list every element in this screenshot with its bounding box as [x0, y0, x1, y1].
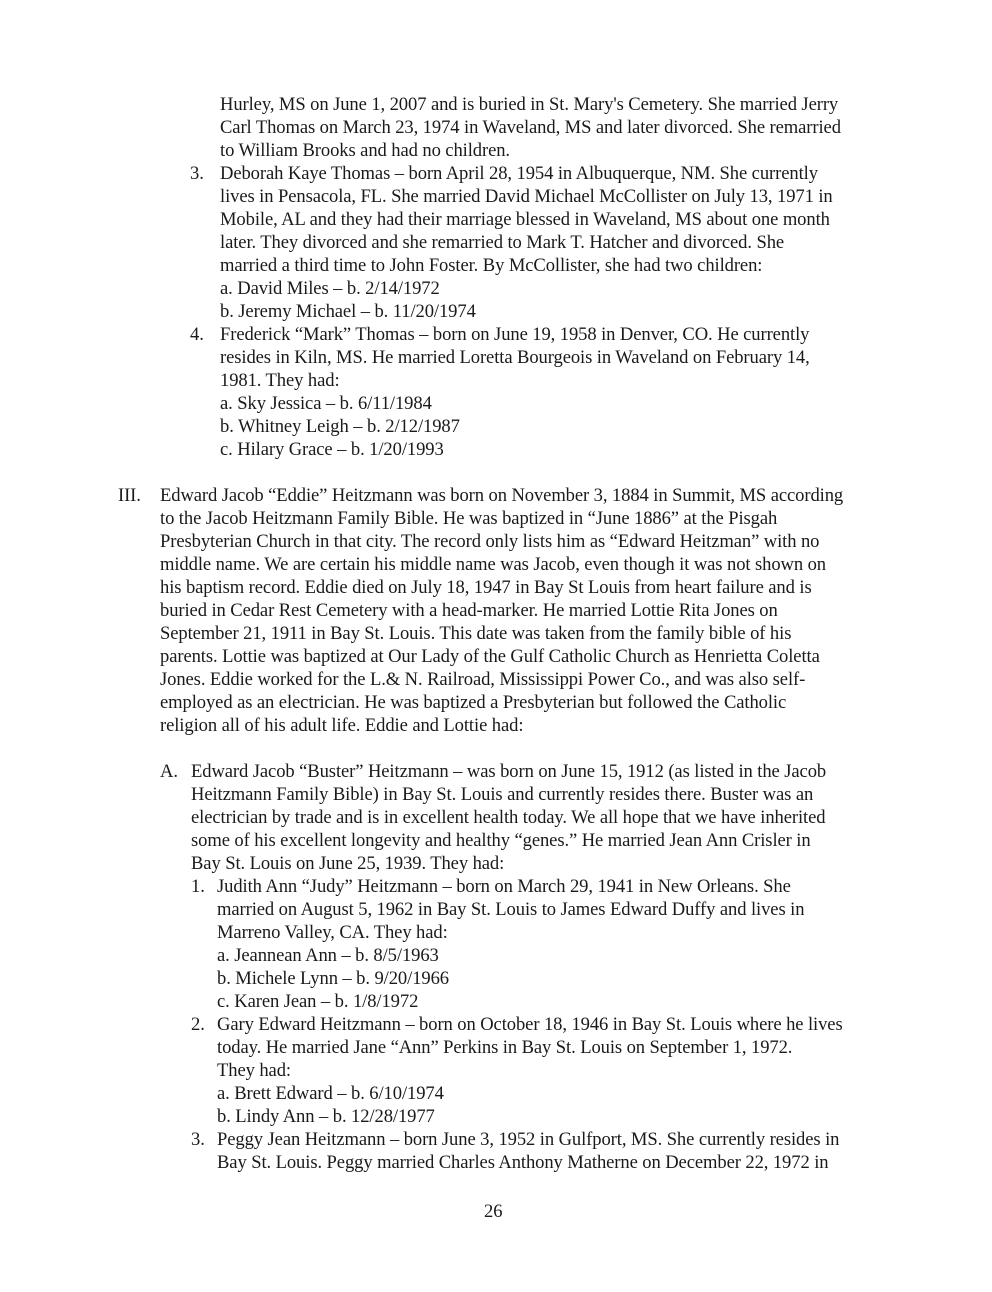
text-line: Edward Jacob “Buster” Heitzmann – was born on June 15, 1912 (as listed in the Jacob — [191, 761, 827, 782]
list-number: 3. — [191, 1129, 205, 1150]
list-number: 3. — [190, 163, 204, 184]
text-line: Heitzmann Family Bible) in Bay St. Louis and currently resides there. Buster was an — [191, 784, 814, 805]
text-line: b. Whitney Leigh – b. 2/12/1987 — [220, 416, 460, 437]
text-line: some of his excellent longevity and healthy “genes.” He married Jean Ann Crisler in — [191, 830, 811, 851]
text-line: c. Karen Jean – b. 1/8/1972 — [217, 991, 419, 1012]
text-line: c. Hilary Grace – b. 1/20/1993 — [220, 439, 444, 460]
text-line: today. He married Jane “Ann” Perkins in Bay St. Louis on September 1, 1972. — [217, 1037, 793, 1058]
list-letter: A. — [160, 761, 178, 782]
text-line: Bay St. Louis. Peggy married Charles Anthony Matherne on December 22, 1972 in — [217, 1152, 829, 1173]
text-line: a. Jeannean Ann – b. 8/5/1963 — [217, 945, 439, 966]
text-line: religion all of his adult life. Eddie and Lottie had: — [160, 715, 524, 736]
text-line: Marreno Valley, CA. They had: — [217, 922, 448, 943]
text-line: lives in Pensacola, FL. She married David Michael McCollister on July 13, 1971 in — [220, 186, 833, 207]
text-line: Bay St. Louis on June 25, 1939. They had: — [191, 853, 505, 874]
text-line: b. Jeremy Michael – b. 11/20/1974 — [220, 301, 476, 322]
page-number: 26 — [484, 1201, 503, 1222]
text-line: his baptism record. Eddie died on July 18, 1947 in Bay St Louis from heart failure and is — [160, 577, 812, 598]
text-line: Judith Ann “Judy” Heitzmann – born on March 29, 1941 in New Orleans. She — [217, 876, 791, 897]
text-line: electrician by trade and is in excellent health today. We all hope that we have inherited — [191, 807, 826, 828]
text-line: September 21, 1911 in Bay St. Louis. This date was taken from the family bible of his — [160, 623, 792, 644]
text-line: 1981. They had: — [220, 370, 340, 391]
text-line: married on August 5, 1962 in Bay St. Louis to James Edward Duffy and lives in — [217, 899, 805, 920]
text-line: a. Brett Edward – b. 6/10/1974 — [217, 1083, 444, 1104]
text-line: a. Sky Jessica – b. 6/11/1984 — [220, 393, 432, 414]
text-line: Presbyterian Church in that city. The record only lists him as “Edward Heitzman” with no — [160, 531, 820, 552]
text-line: parents. Lottie was baptized at Our Lady of the Gulf Catholic Church as Henrietta Coletta — [160, 646, 820, 667]
text-line: Jones. Eddie worked for the L.& N. Railroad, Mississippi Power Co., and was also self- — [160, 669, 806, 690]
text-line: Edward Jacob “Eddie” Heitzmann was born on November 3, 1884 in Summit, MS according — [160, 485, 844, 506]
text-line: Gary Edward Heitzmann – born on October 18, 1946 in Bay St. Louis where he lives — [217, 1014, 843, 1035]
text-line: to the Jacob Heitzmann Family Bible. He was baptized in “June 1886” at the Pisgah — [160, 508, 778, 529]
text-line: Carl Thomas on March 23, 1974 in Waveland, MS and later divorced. She remarried — [220, 117, 841, 138]
text-line: to William Brooks and had no children. — [220, 140, 510, 161]
list-number: 4. — [190, 324, 204, 345]
text-line: Deborah Kaye Thomas – born April 28, 1954 in Albuquerque, NM. She currently — [220, 163, 818, 184]
text-line: buried in Cedar Rest Cemetery with a head-marker. He married Lottie Rita Jones on — [160, 600, 778, 621]
list-number: 1. — [191, 876, 205, 897]
text-line: b. Lindy Ann – b. 12/28/1977 — [217, 1106, 435, 1127]
text-line: later. They divorced and she remarried to Mark T. Hatcher and divorced. She — [220, 232, 785, 253]
text-line: They had: — [217, 1060, 291, 1081]
list-number: 2. — [191, 1014, 205, 1035]
text-line: resides in Kiln, MS. He married Loretta Bourgeois in Waveland on February 14, — [220, 347, 810, 368]
text-line: Hurley, MS on June 1, 2007 and is buried in St. Mary's Cemetery. She married Jerry — [220, 94, 839, 115]
text-line: Mobile, AL and they had their marriage blessed in Waveland, MS about one month — [220, 209, 830, 230]
section-number: III. — [118, 485, 141, 506]
text-line: married a third time to John Foster. By McCollister, she had two children: — [220, 255, 763, 276]
text-line: a. David Miles – b. 2/14/1972 — [220, 278, 440, 299]
text-line: Frederick “Mark” Thomas – born on June 19, 1958 in Denver, CO. He currently — [220, 324, 810, 345]
text-line: employed as an electrician. He was baptized a Presbyterian but followed the Catholic — [160, 692, 787, 713]
text-line: b. Michele Lynn – b. 9/20/1966 — [217, 968, 449, 989]
text-line: middle name. We are certain his middle name was Jacob, even though it was not shown on — [160, 554, 826, 575]
text-line: Peggy Jean Heitzmann – born June 3, 1952 in Gulfport, MS. She currently resides in — [217, 1129, 840, 1150]
